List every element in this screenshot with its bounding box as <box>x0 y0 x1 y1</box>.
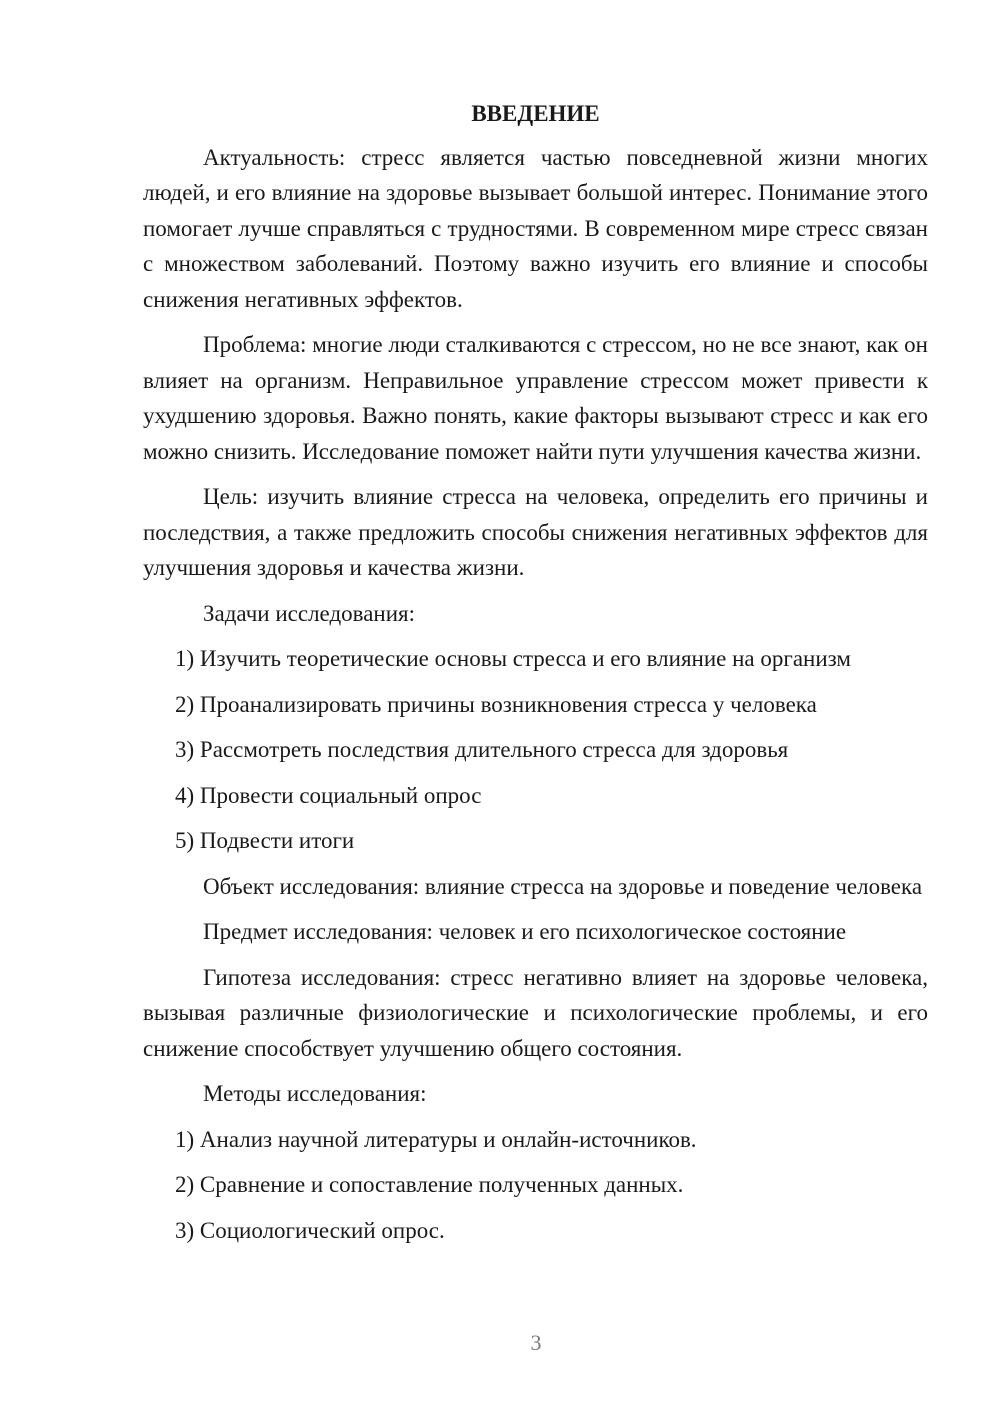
goal-paragraph: Цель: изучить влияние стресса на человека, определить его причины и последствия, а также предложить способы снижения негативных эффектов для улучшения здоровья и качества жизни. <box>143 484 928 580</box>
relevance-paragraph: Актуальность: стресс является частью повседневной жизни многих людей, и его влияние на здоровье вызывает большой интерес. Понимание этого помогает лучше справляться с трудностями. В современном мире стресс связан с множеством заболеваний. Поэтому важно изучить его влияние и способы снижения негативных эффектов. <box>143 144 928 312</box>
list-item: 4) Провести социальный опрос <box>175 782 482 808</box>
tasks-heading: Задачи исследования: <box>203 600 416 626</box>
methods-heading: Методы исследования: <box>203 1081 427 1106</box>
page-title: ВВЕДЕНИЕ <box>471 101 600 126</box>
problem-paragraph: Проблема: многие люди сталкиваются с стрессом, но не все знают, как он влияет на организм. Неправильное управление стрессом может привести к ухудшению здоровья. Важно понять, какие факторы вызывают стресс и как его можно снизить. Исследование поможет найти пути улучшения качества жизни. <box>143 332 928 464</box>
list-item: 2) Сравнение и сопоставление полученных данных. <box>175 1172 684 1197</box>
list-item: 3) Социологический опрос. <box>175 1217 445 1243</box>
tasks-list <box>143 641 928 859</box>
list-item: 1) Изучить теоретические основы стресса и его влияние на организм <box>175 646 851 671</box>
methods-list <box>143 1122 928 1249</box>
page-number: 3 <box>530 1330 542 1355</box>
document-page <box>143 96 928 1258</box>
list-item: 1) Анализ научной литературы и онлайн-источников. <box>175 1126 697 1152</box>
subject-paragraph: Предмет исследования: человек и его психологическое состояние <box>203 919 847 944</box>
object-paragraph: Объект исследования: влияние стресса на здоровье и поведение человека <box>203 873 923 899</box>
list-item: 2) Проанализировать причины возникновения стресса у человека <box>175 691 817 717</box>
list-item: 3) Рассмотреть последствия длительного стресса для здоровья <box>175 737 789 762</box>
list-item: 5) Подвести итоги <box>175 828 355 853</box>
hypothesis-paragraph: Гипотеза исследования: стресс негативно влияет на здоровье человека, вызывая различные физиологические и психологические проблемы, и его снижение способствует улучшению общего состояния. <box>143 964 928 1061</box>
